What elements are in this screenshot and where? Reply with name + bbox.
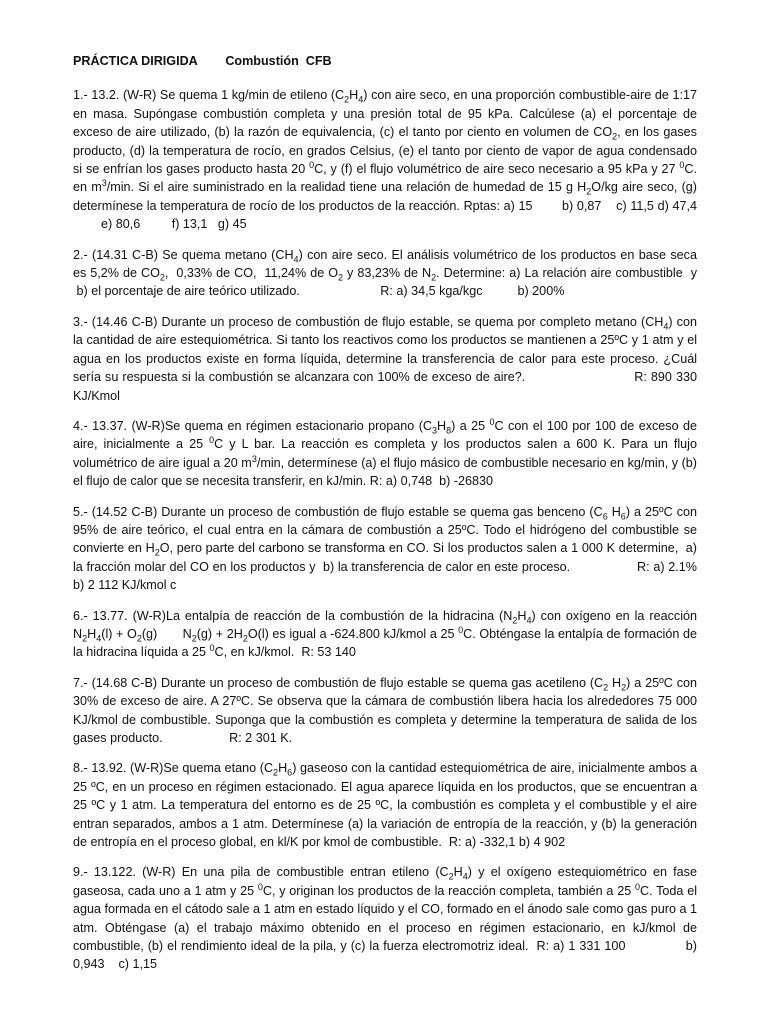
problem-4 — [73, 417, 697, 491]
document-title: PRÁCTICA DIRIGIDA — [73, 54, 198, 68]
problem-9 — [73, 863, 697, 973]
document-header — [73, 52, 697, 70]
document-subtitle: Combustión CFB — [225, 54, 332, 68]
problem-text: 1.- 13.2. (W-R) Se quema 1 kg/min de etileno $(C_2H_4)$ con aire seco, en una proporción combustible-aire de 1:17 en masa. Supóngase combustión completa y una presión total de 95 kPa. Calcúlese (a) el porcentaje de exceso de aire utilizado, (b) la razón de equivalencia, (c) el tanto por ciento en volumen de $CO_2$, en los gases producto, (d) la temperatura de rocío, en grados Celsius, (e) el tanto por ciento de vapor de agua condensado si se enfrían los gases producto hasta 20 $^0$C, y (f) el flujo volumétrico de aire seco necesario a 95 kPa y 27 $^0$C. en $m^3/\min$. Si el aire suministrado en la realidad tiene una relación de humedad de 15 g $H_2O/kg$ aire seco, (g) determínese la temperatura de rocío de los productos de la reacción. Rptas: a) 15 b) 0,87 c) 11,5 d) 47,4 e) 80,6 f) 13,1 g) 45 — [73, 88, 697, 232]
problem-7 — [73, 674, 697, 748]
problem-text: 6.- 13.77. (W-R)La entalpía de reacción de la combustión de la hidracina $(N_2H_4)$ con oxígeno en la reacción $N_2H_4(l) + O_2(g)$ $N_2(g) + 2H_2O(l)$ es igual a -624.800 kJ/kmol a 25 $^0$C. Obténgase la entalpía de formación de la hidracina líquida a 25 $^0$C, en kJ/kmol. R: 53 140 — [73, 608, 697, 660]
problem-8 — [73, 759, 697, 851]
problem-text: 9.- 13.122. (W-R) En una pila de combustible entran etileno $(C_2H_4)$ y el oxígeno estequiométrico en fase gaseosa, cada uno a 1 atm y 25 $^0$C, y originan los productos de la reacción completa, también a 25 $^0$C. Toda el agua formada en el cátodo sale a 1 atm en estado líquido y el CO, formado en el ánodo sale como gas puro a 1 atm. Obténgase (a) el trabajo máximo obtenido en el proceso en régimen estacionario, en kJ/kmol de combustible, (b) el rendimiento ideal de la pila, y (c) la fuerza electromotriz ideal. R: a) 1 331 100 b) 0,943 c) 1,15 — [73, 865, 698, 972]
problem-1 — [73, 86, 697, 233]
problem-text: 3.- (14.46 C-B) Durante un proceso de combustión de flujo estable, se quema por completo metano $(CH_4)$ con la cantidad de aire estequiométrica. Si tanto los reactivos como los productos se mantienen a 25ºC y 1 atm y el agua en los productos existe en forma líquida, determine la transferencia de calor para este proceso. ¿Cuál sería su respuesta si la combustión se alcanzara con 100% de exceso de aire?. R: 890 330 KJ/Kmol — [73, 314, 697, 403]
problem-3 — [73, 313, 697, 405]
problem-2 — [73, 246, 697, 301]
problem-text: 4.- 13.37. (W-R)Se quema en régimen estacionario propano $(C_3H_8)$ a 25 $^0$C con el 100 por 100 de exceso de aire, inicialmente a 25 $^0$C y L bar. La reacción es completa y los productos salen a 600 K. Para un flujo volumétrico de aire igual a 20 $m^3/\min$, determínese (a) el flujo másico de combustible necesario en kg/min, y (b) el flujo de calor que se necesita transferir, en kJ/min. R: a) 0,748 b) -26830 — [73, 416, 697, 489]
problem-text: 2.- (14.31 C-B) Se quema metano $(CH_4)$ con aire seco. El análisis volumétrico de los productos en base seca es 5,2% de $CO_2$, 0,33% de CO, 11,24% de $O_2$ y 83,23% de $N_2$. Determine: a) La relación aire combustible y b) el porcentaje de aire teórico utilizado. R: a) 34,5 kga/kgc b) 200% — [73, 247, 698, 299]
problem-text: 5.- (14.52 C-B) Durante un proceso de combustión de flujo estable se quema gas benceno ($C_6$ $H_6$) a 25ºC con 95% de aire teórico, el cual entra en la cámara de combustión a 25ºC. Todo el hidrógeno del combustible se convierte en $H_2O$, pero parte del carbono se transforma en CO. Si los productos salen a 1 000 K determine, a) la fracción molar del CO en los productos y b) la transferencia de calor en este proceso. R: a) 2.1% b) 2 112 KJ/kmol c — [73, 504, 698, 593]
document-page — [73, 52, 697, 986]
problem-6 — [73, 607, 697, 662]
problem-text: 8.- 13.92. (W-R)Se quema etano $(C_2H_6)$ gaseoso con la cantidad estequiométrica de aire, inicialmente ambos a 25 ºC, en un proceso en régimen estacionado. El agua aparece líquida en los productos, que se encuentran a 25 ºC y 1 atm. La temperatura del entorno es de 25 ºC, la combustión es completa y el combustible y el aire entran separados, ambos a 1 atm. Determínese (a) la variación de entropía de la reacción, y (b) la generación de entropía en el proceso global, en kl/K por kmol de combustible. R: a) -332,1 b) 4 902 — [73, 761, 697, 850]
problem-5 — [73, 503, 697, 595]
problem-text: 7.- (14.68 C-B) Durante un proceso de combustión de flujo estable se quema gas acetileno ($C_2$ $H_2$) a 25ºC con 30% de exceso de aire. A 27ºC. Se observa que la cámara de combustión libera hacia los alrededores 75 000 KJ/kmol de combustible. Suponga que la combustión es completa y determine la temperatura de salida de los gases producto. R: 2 301 K. — [73, 675, 698, 745]
